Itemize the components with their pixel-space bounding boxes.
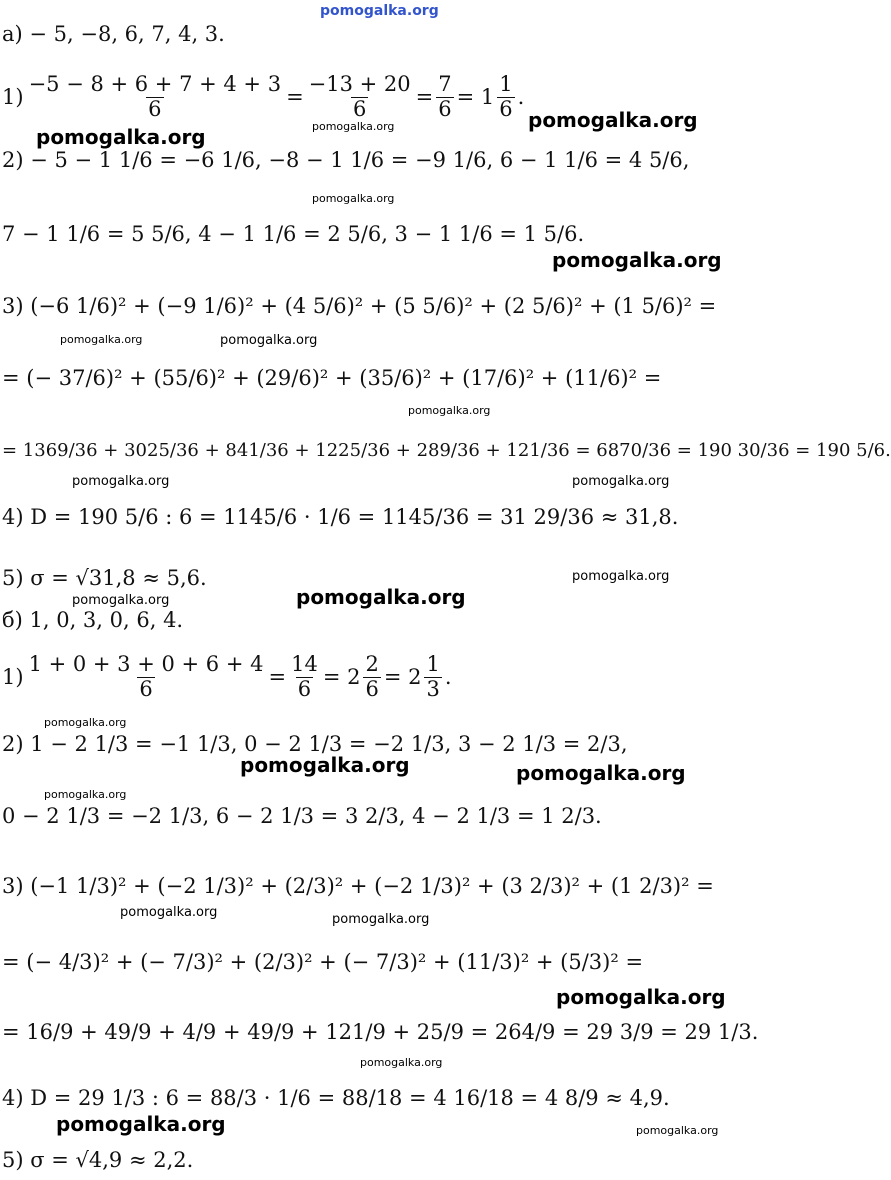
equals: = xyxy=(286,85,304,109)
fraction xyxy=(27,73,284,121)
watermark: pomogalka.org xyxy=(44,788,127,801)
denominator: 6 xyxy=(148,96,162,121)
numerator: −5 − 8 + 6 + 7 + 4 + 3 xyxy=(28,71,282,96)
denominator: 6 xyxy=(365,676,379,701)
denominator: 6 xyxy=(352,96,367,121)
watermark: pomogalka.org xyxy=(572,474,670,489)
part-a-header: а) − 5, −8, 6, 7, 4, 3. xyxy=(2,22,225,46)
equals: = 1 xyxy=(456,85,495,109)
numerator: 2 xyxy=(365,651,379,676)
part-b-step5: 5) σ = √4,9 ≈ 2,2. xyxy=(2,1148,194,1172)
part-b-step3-cont: = (− 4/3)² + (− 7/3)² + (2/3)² + (− 7/3)² + (11/3)² + (5/3)² = xyxy=(2,950,644,974)
watermark: pomogalka.org xyxy=(552,248,722,272)
part-a-step4: 4) D = 190 5/6 : 6 = 1145/6 · 1/6 = 1145/36 = 31 29/36 ≈ 31,8. xyxy=(2,505,679,529)
fraction xyxy=(497,73,514,121)
equals: = xyxy=(268,665,287,689)
part-b-step2-cont: 0 − 2 1/3 = −2 1/3, 6 − 2 1/3 = 3 2/3, 4 − 2 1/3 = 1 2/3. xyxy=(2,804,602,828)
part-b-step4: 4) D = 29 1/3 : 6 = 88/3 · 1/6 = 88/18 = 4 16/18 = 4 8/9 ≈ 4,9. xyxy=(2,1086,670,1110)
watermark: pomogalka.org xyxy=(72,474,170,489)
part-b-step3-sum: = 16/9 + 49/9 + 4/9 + 49/9 + 121/9 + 25/9 = 264/9 = 29 3/9 = 29 1/3. xyxy=(2,1020,759,1044)
watermark: pomogalka.org xyxy=(516,761,686,785)
watermark: pomogalka.org xyxy=(44,716,127,729)
period: . xyxy=(444,665,452,689)
part-a-step1 xyxy=(2,72,524,122)
watermark: pomogalka.org xyxy=(120,905,218,920)
watermark: pomogalka.org xyxy=(312,192,395,205)
watermark: pomogalka.org xyxy=(408,404,491,417)
numerator: 14 xyxy=(291,651,318,676)
part-a-step2-cont: 7 − 1 1/6 = 5 5/6, 4 − 1 1/6 = 2 5/6, 3 − 1 1/6 = 1 5/6. xyxy=(2,222,585,246)
part-a-step5: 5) σ = √31,8 ≈ 5,6. xyxy=(2,566,207,590)
watermark: pomogalka.org xyxy=(296,585,466,609)
numerator: 1 + 0 + 3 + 0 + 6 + 4 xyxy=(28,651,264,676)
watermark: pomogalka.org xyxy=(636,1124,719,1137)
denominator: 6 xyxy=(139,676,153,701)
part-b-step1 xyxy=(2,652,452,702)
part-a-step3: 3) (−6 1/6)² + (−9 1/6)² + (4 5/6)² + (5 5/6)² + (2 5/6)² + (1 5/6)² = xyxy=(2,294,717,318)
part-a-step2: 2) − 5 − 1 1/6 = −6 1/6, −8 − 1 1/6 = −9 1/6, 6 − 1 1/6 = 4 5/6, xyxy=(2,148,690,172)
watermark: pomogalka.org xyxy=(528,108,698,132)
denominator: 6 xyxy=(297,676,312,701)
numerator: −13 + 20 xyxy=(308,71,411,96)
part-b-step3: 3) (−1 1/3)² + (−2 1/3)² + (2/3)² + (−2 1/3)² + (3 2/3)² + (1 2/3)² = xyxy=(2,874,714,898)
step-label: 1) xyxy=(2,85,24,109)
part-b-header: б) 1, 0, 3, 0, 6, 4. xyxy=(2,608,184,632)
fraction xyxy=(436,73,453,121)
part-a-step3-cont: = (− 37/6)² + (55/6)² + (29/6)² + (35/6)² + (17/6)² + (11/6)² = xyxy=(2,366,662,390)
watermark: pomogalka.org xyxy=(220,333,318,348)
equals: = xyxy=(415,85,434,109)
watermark-top: pomogalka.org xyxy=(320,3,439,19)
step-label: 1) xyxy=(2,665,24,689)
fraction xyxy=(363,653,380,701)
watermark: pomogalka.org xyxy=(72,593,170,608)
equals: = 2 xyxy=(383,665,422,689)
period: . xyxy=(517,85,525,109)
part-a-step3-sum: = 1369/36 + 3025/36 + 841/36 + 1225/36 + 289/36 + 121/36 = 6870/36 = 190 30/36 = 190 5/6. xyxy=(2,439,891,461)
watermark: pomogalka.org xyxy=(240,753,410,777)
watermark: pomogalka.org xyxy=(60,333,143,346)
fraction xyxy=(289,653,320,701)
denominator: 6 xyxy=(438,96,452,121)
fraction xyxy=(27,653,266,701)
numerator: 1 xyxy=(426,651,440,676)
numerator: 1 xyxy=(499,71,513,96)
watermark: pomogalka.org xyxy=(360,1056,443,1069)
watermark: pomogalka.org xyxy=(572,569,670,584)
watermark: pomogalka.org xyxy=(56,1112,226,1136)
watermark: pomogalka.org xyxy=(36,125,206,149)
equals: = 2 xyxy=(322,665,361,689)
fraction xyxy=(424,653,441,701)
part-b-step2: 2) 1 − 2 1/3 = −1 1/3, 0 − 2 1/3 = −2 1/3, 3 − 2 1/3 = 2/3, xyxy=(2,732,628,756)
denominator: 3 xyxy=(426,676,440,701)
watermark: pomogalka.org xyxy=(312,120,395,133)
watermark: pomogalka.org xyxy=(556,985,726,1009)
numerator: 7 xyxy=(438,71,452,96)
watermark: pomogalka.org xyxy=(332,912,430,927)
denominator: 6 xyxy=(499,96,513,121)
fraction xyxy=(307,73,413,121)
